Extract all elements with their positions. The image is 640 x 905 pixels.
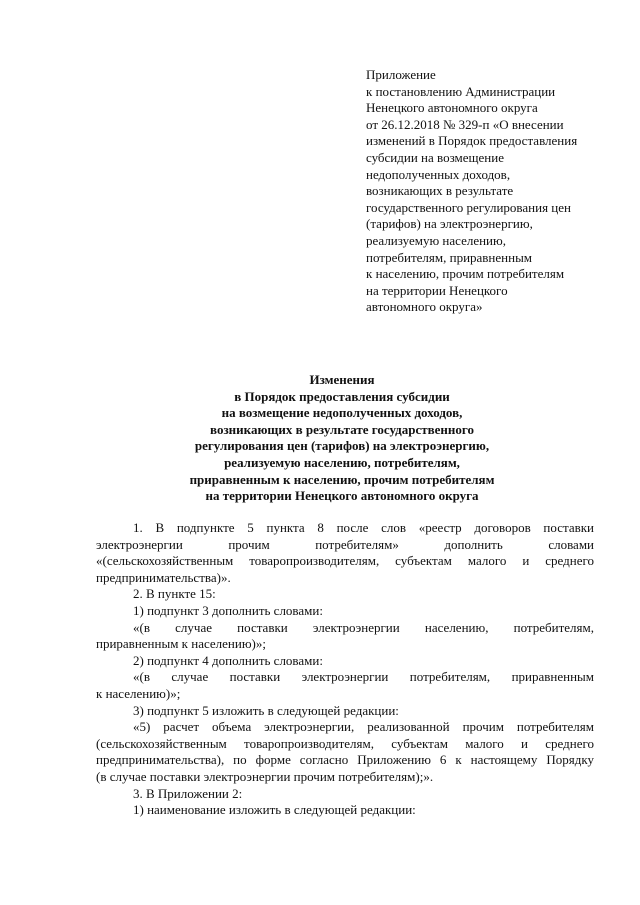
item-2-2-text-line: «(в случае поставки электроэнергии потребителям, приравненным	[133, 669, 594, 685]
title-line: Изменения	[309, 372, 375, 387]
appendix-line: на территории Ненецкого	[366, 282, 508, 298]
item-2-3-text-line: (сельскохозяйственным товаропроизводителям, субъектам малого и среднего	[96, 735, 594, 751]
title-line: на возмещение недополученных доходов,	[221, 405, 463, 421]
appendix-block	[366, 67, 628, 316]
item-2-2: 2) подпункт 4 дополнить словами:	[133, 652, 323, 668]
item-1-line: предпринимательства)».	[96, 569, 231, 585]
title-line: регулирования цен (тарифов) на электроэнергию,	[194, 438, 490, 454]
appendix-line: к постановлению Администрации	[366, 83, 556, 99]
item-2-3: 3) подпункт 5 изложить в следующей редакции:	[133, 702, 399, 718]
item-1-line: электроэнергии прочим потребителям» дополнить словами	[96, 536, 594, 552]
title-line: в Порядок предоставления субсидии	[234, 388, 450, 404]
title-line: реализуемую населению, потребителям,	[224, 454, 460, 470]
item-2-3-text-line: (в случае поставки электроэнергии прочим потребителям);».	[96, 768, 434, 784]
appendix-line: Приложение	[366, 67, 436, 82]
item-2-1-text-line: «(в случае поставки электроэнергии населению, потребителям,	[133, 619, 594, 635]
item-1-line: «(сельскохозяйственным товаропроизводителям, субъектам малого и среднего	[96, 553, 594, 569]
item-3: 3. В Приложении 2:	[133, 785, 243, 801]
appendix-line: недополученных доходов,	[366, 166, 511, 182]
item-2-3-text-line: «5) расчет объема электроэнергии, реализованной прочим потребителям	[133, 719, 594, 735]
document-body	[96, 520, 594, 819]
document-title	[90, 372, 594, 505]
item-1-line: 1. В подпункте 5 пункта 8 после слов «реестр договоров поставки	[133, 520, 594, 535]
item-2-2-text-line: к населению)»;	[96, 685, 181, 701]
item-3-1: 1) наименование изложить в следующей редакции:	[133, 802, 416, 818]
title-line: на территории Ненецкого автономного округа	[205, 488, 479, 504]
item-1	[96, 520, 594, 586]
appendix-line: от 26.12.2018 № 329-п «О внесении	[366, 116, 564, 132]
appendix-line: субсидии на возмещение	[366, 149, 504, 165]
appendix-line: автономного округа»	[366, 299, 483, 315]
appendix-line: к населению, прочим потребителям	[366, 266, 565, 282]
appendix-line: государственного регулирования цен	[366, 199, 571, 215]
appendix-line: Ненецкого автономного округа	[366, 100, 538, 116]
appendix-line: потребителям, приравненным	[366, 249, 533, 265]
title-line: приравненным к населению, прочим потребителям	[189, 471, 495, 487]
item-2-1-text-line: приравненным к населению)»;	[96, 636, 266, 652]
item-2-1: 1) подпункт 3 дополнить словами:	[133, 602, 323, 618]
appendix-line: (тарифов) на электроэнергию,	[366, 216, 533, 232]
item-2: 2. В пункте 15:	[133, 586, 216, 602]
item-2-3-text-line: предпринимательства), по форме согласно Приложению 6 к настоящему Порядку	[96, 752, 594, 768]
title-line: возникающих в результате государственного	[210, 421, 474, 437]
appendix-line: реализуемую населению,	[366, 232, 506, 248]
appendix-line: возникающих в результате	[366, 183, 514, 199]
appendix-line: изменений в Порядок предоставления	[366, 133, 578, 149]
